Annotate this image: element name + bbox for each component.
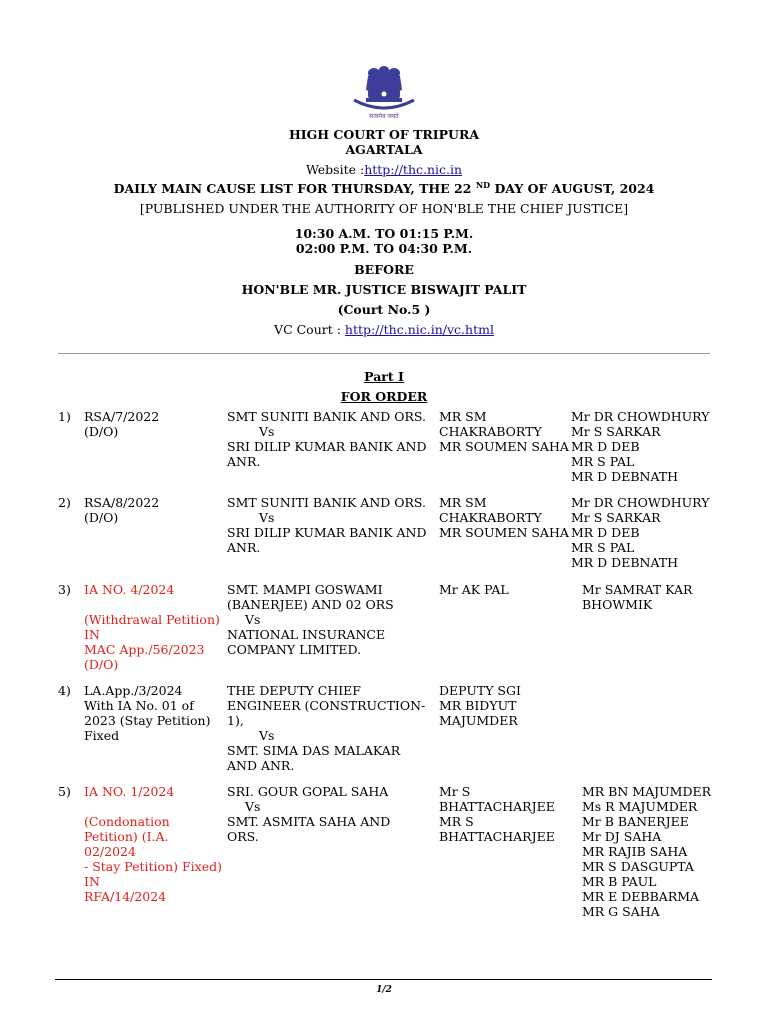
part-heading: Part I	[364, 369, 404, 384]
case-number-line: (Condonation	[84, 814, 170, 829]
advocate-line: BHATTACHARJEE	[439, 829, 555, 844]
case-number-line: IA NO. 4/2024	[84, 582, 175, 597]
case-serial: 5)	[58, 784, 71, 799]
date-ordinal: ND	[475, 180, 491, 190]
vc-court-line	[0, 322, 768, 337]
advocate-line: MR BIDYUT	[439, 698, 517, 713]
advocate-line: BHATTACHARJEE	[439, 799, 555, 814]
case-number-line: Petition) (I.A. 02/2024	[84, 829, 169, 859]
advocate-line: MR SOUMEN SAHA	[439, 525, 569, 540]
parties	[227, 683, 435, 773]
respondent-advocates	[582, 784, 732, 919]
versus-label: Vs	[259, 510, 275, 525]
parties	[227, 582, 435, 657]
advocate-line: MR SOUMEN SAHA	[439, 439, 569, 454]
case-number-line: 2023 (Stay Petition)	[84, 713, 211, 728]
case-number-line: (D/O)	[84, 510, 119, 525]
court-number: (Court No.5 )	[337, 302, 431, 317]
advocate-line: MR BN MAJUMDER	[582, 784, 712, 799]
parties	[227, 784, 435, 844]
advocate-line: MR SM	[439, 409, 487, 424]
case-number-line: LA.App./3/2024	[84, 683, 183, 698]
advocate-line: MR D DEB	[571, 525, 640, 540]
advocate-line: MR G SAHA	[582, 904, 660, 919]
case-serial: 4)	[58, 683, 71, 698]
sitting-time-1: 10:30 A.M. TO 01:15 P.M.	[294, 226, 474, 241]
respondent-line: SRI DILIP KUMAR BANIK AND	[227, 439, 427, 454]
advocate-line: BHOWMIK	[582, 597, 653, 612]
advocate-line: Mr S SARKAR	[571, 424, 661, 439]
case-number-line: RFA/14/2024	[84, 889, 167, 904]
advocate-line: MR SM	[439, 495, 487, 510]
advocate-line: Mr DR CHOWDHURY	[571, 409, 710, 424]
respondent-line: ORS.	[227, 829, 259, 844]
advocate-line: Mr S SARKAR	[571, 510, 661, 525]
case-number-line: (D/O)	[84, 657, 119, 672]
parties	[227, 495, 435, 555]
emblem-caption: सत्यमेव जयते	[369, 113, 399, 120]
advocate-line: MAJUMDER	[439, 713, 518, 728]
advocate-line: MR E DEBBARMA	[582, 889, 700, 904]
before-label: BEFORE	[354, 262, 414, 277]
advocate-line: Mr S	[439, 784, 471, 799]
respondent-line: ANR.	[227, 540, 261, 555]
respondent-line: SRI DILIP KUMAR BANIK AND	[227, 525, 427, 540]
advocate-line: MR B PAUL	[582, 874, 657, 889]
footer-divider	[55, 979, 712, 980]
petitioner-line: (BANERJEE) AND 02 ORS	[227, 597, 394, 612]
advocate-line: MR D DEB	[571, 439, 640, 454]
petitioner-advocates	[439, 495, 569, 540]
sitting-time-2: 02:00 P.M. TO 04:30 P.M.	[295, 241, 473, 256]
website-line	[0, 162, 768, 177]
case-serial: 2)	[58, 495, 71, 510]
parties	[227, 409, 435, 469]
advocate-line: CHAKRABORTY	[439, 510, 542, 525]
case-serial: 1)	[58, 409, 71, 424]
court-name: HIGH COURT OF TRIPURA	[288, 127, 480, 142]
advocate-line: MR S PAL	[571, 540, 635, 555]
advocate-line: MR D DEBNATH	[571, 469, 679, 484]
versus-label: Vs	[259, 728, 275, 743]
case-number-line: IN	[84, 627, 100, 642]
respondent-advocates	[571, 495, 721, 570]
respondent-line: COMPANY LIMITED.	[227, 642, 362, 657]
versus-label: Vs	[259, 424, 275, 439]
case-number	[84, 495, 224, 525]
cause-list-title	[0, 181, 768, 196]
header-divider	[58, 353, 710, 354]
case-number-line: MAC App./56/2023	[84, 642, 205, 657]
published-authority: [PUBLISHED UNDER THE AUTHORITY OF HON'BLE THE CHIEF JUSTICE]	[139, 201, 629, 216]
case-number-line: (Withdrawal Petition)	[84, 612, 220, 627]
website-link[interactable]: http://thc.nic.in	[364, 162, 463, 177]
vc-court-link[interactable]: http://thc.nic.in/vc.html	[344, 322, 494, 337]
petitioner-advocates	[439, 784, 569, 844]
court-city: AGARTALA	[345, 142, 423, 157]
case-number-line: RSA/7/2022	[84, 409, 160, 424]
case-number-line: IA NO. 1/2024	[84, 784, 175, 799]
advocate-line: MR RAJIB SAHA	[582, 844, 688, 859]
petitioner-advocates	[439, 582, 569, 597]
respondent-line: SMT. SIMA DAS MALAKAR	[227, 743, 401, 758]
respondent-line: SMT. ASMITA SAHA AND	[227, 814, 391, 829]
cause-list-title-post: DAY OF AUGUST, 2024	[494, 181, 655, 196]
respondent-line: NATIONAL INSURANCE	[227, 627, 386, 642]
advocate-line: Ms R MAJUMDER	[582, 799, 698, 814]
for-order-heading: FOR ORDER	[340, 389, 428, 404]
respondent-line: ANR.	[227, 454, 261, 469]
advocate-line: DEPUTY SGI	[439, 683, 521, 698]
state-emblem-icon	[348, 60, 420, 122]
advocate-line: Mr DR CHOWDHURY	[571, 495, 710, 510]
respondent-advocates	[582, 582, 732, 612]
page-number: 1/2	[376, 985, 392, 995]
petitioner-line: SRI. GOUR GOPAL SAHA	[227, 784, 389, 799]
case-number	[84, 582, 224, 672]
case-serial: 3)	[58, 582, 71, 597]
case-number	[84, 683, 224, 743]
website-label: Website :	[305, 162, 365, 177]
versus-label: Vs	[245, 799, 261, 814]
petitioner-advocates	[439, 683, 569, 728]
petitioner-line: SMT SUNITI BANIK AND ORS.	[227, 495, 427, 510]
petitioner-line: SMT. MAMPI GOSWAMI	[227, 582, 383, 597]
advocate-line: MR S	[439, 814, 474, 829]
case-number-line: - Stay Petition) Fixed)	[84, 859, 222, 874]
advocate-line: Mr SAMRAT KAR	[582, 582, 693, 597]
case-number-line: With IA No. 01 of	[84, 698, 194, 713]
petitioner-line: 1),	[227, 713, 244, 728]
advocate-line: MR S DASGUPTA	[582, 859, 694, 874]
case-number-line: Fixed	[84, 728, 120, 743]
cause-list-title-pre: DAILY MAIN CAUSE LIST FOR THURSDAY, THE 22	[113, 181, 472, 196]
case-number-line: (D/O)	[84, 424, 119, 439]
case-number-line: RSA/8/2022	[84, 495, 160, 510]
respondent-advocates	[571, 409, 721, 484]
judge-name: HON'BLE MR. JUSTICE BISWAJIT PALIT	[241, 282, 527, 297]
petitioner-advocates	[439, 409, 569, 454]
advocate-line: CHAKRABORTY	[439, 424, 542, 439]
case-number-spacer	[84, 799, 224, 814]
case-number-spacer	[84, 597, 224, 612]
advocate-line: MR D DEBNATH	[571, 555, 679, 570]
petitioner-line: SMT SUNITI BANIK AND ORS.	[227, 409, 427, 424]
petitioner-line: ENGINEER (CONSTRUCTION-	[227, 698, 426, 713]
vc-court-label: VC Court :	[274, 322, 341, 337]
versus-label: Vs	[245, 612, 261, 627]
advocate-line: MR S PAL	[571, 454, 635, 469]
petitioner-line: THE DEPUTY CHIEF	[227, 683, 361, 698]
case-number	[84, 409, 224, 439]
respondent-line: AND ANR.	[227, 758, 295, 773]
case-number-line: IN	[84, 874, 100, 889]
advocate-line: Mr DJ SAHA	[582, 829, 662, 844]
advocate-line: Mr AK PAL	[439, 582, 509, 597]
advocate-line: Mr B BANERJEE	[582, 814, 689, 829]
case-number	[84, 784, 224, 904]
